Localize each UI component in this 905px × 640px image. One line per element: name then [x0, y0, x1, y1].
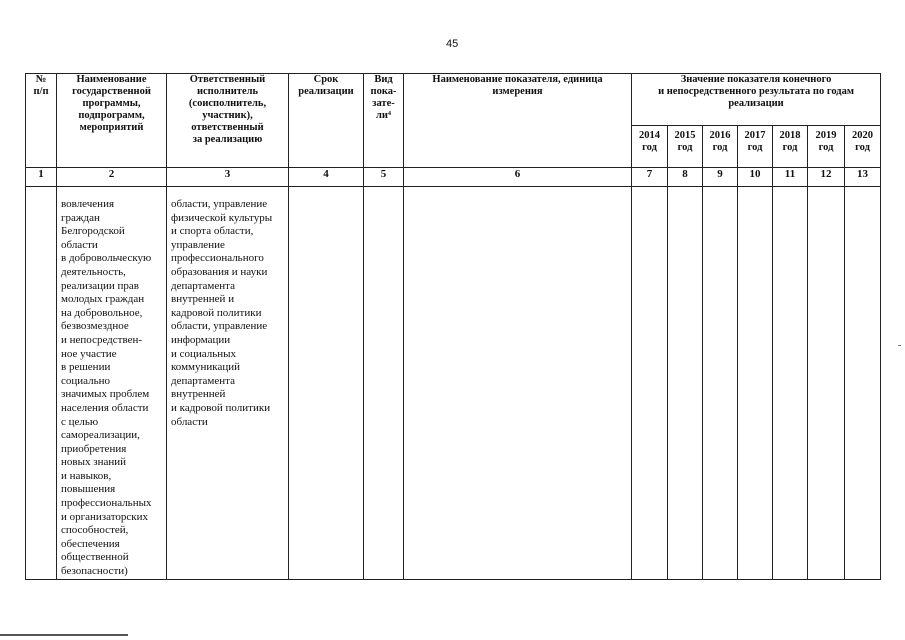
header-term: Срок реализации — [289, 74, 364, 168]
column-number: 7 — [632, 168, 668, 187]
header-indicator-type: Вид пока- зате- ли⁴ — [364, 74, 404, 168]
column-number: 11 — [773, 168, 808, 187]
header-year-2018: 2018 год — [773, 126, 808, 168]
column-number: 12 — [808, 168, 845, 187]
table-row — [26, 187, 881, 580]
column-number: 13 — [845, 168, 881, 187]
column-number: 6 — [404, 168, 632, 187]
column-number: 4 — [289, 168, 364, 187]
header-program-name: Наименование государственной программы, подпрограмм, мероприятий — [57, 74, 167, 168]
cell-number — [26, 187, 57, 580]
column-number: 3 — [167, 168, 289, 187]
cell-value-2016 — [703, 187, 738, 580]
cell-program-name: вовлечения граждан Белгородской области в добровольческую деятельность, реализации прав молодых граждан на добровольное, безвозмездное и непосредствен- ное участие в решении социально значимых проблем населения области с целью самореализации, приобретения новых знаний и навыков, повышения профессиональных и организаторских способностей, обеспечения общественной безопасности) — [57, 187, 167, 580]
scan-artifact-mark — [898, 345, 901, 346]
program-table — [25, 73, 881, 580]
scan-artifact-line — [0, 634, 128, 636]
column-number: 5 — [364, 168, 404, 187]
page-number: 45 — [446, 38, 459, 50]
column-number: 2 — [57, 168, 167, 187]
column-number: 1 — [26, 168, 57, 187]
header-responsible: Ответственный исполнитель (соисполнитель, участник), ответственный за реализацию — [167, 74, 289, 168]
cell-term — [289, 187, 364, 580]
column-number: 9 — [703, 168, 738, 187]
header-indicator-name: Наименование показателя, единица измерения — [404, 74, 632, 168]
column-number: 8 — [668, 168, 703, 187]
header-year-2014: 2014 год — [632, 126, 668, 168]
cell-value-2015 — [668, 187, 703, 580]
header-year-2016: 2016 год — [703, 126, 738, 168]
column-number: 10 — [738, 168, 773, 187]
header-year-2017: 2017 год — [738, 126, 773, 168]
cell-value-2014 — [632, 187, 668, 580]
cell-indicator-name — [404, 187, 632, 580]
cell-value-2020 — [845, 187, 881, 580]
header-number: № п/п — [26, 74, 57, 168]
cell-value-2019 — [808, 187, 845, 580]
cell-value-2017 — [738, 187, 773, 580]
header-year-2019: 2019 год — [808, 126, 845, 168]
header-year-2020: 2020 год — [845, 126, 881, 168]
header-year-2015: 2015 год — [668, 126, 703, 168]
column-number-row — [26, 168, 881, 187]
header-indicator-values: Значение показателя конечного и непосредственного результата по годам реализации — [632, 74, 881, 126]
cell-value-2018 — [773, 187, 808, 580]
cell-responsible: области, управление физической культуры и спорта области, управление профессионального образования и науки департамента внутренней и кадровой политики области, управление информации и социальных коммуникаций департамента внутренней и кадровой политики области — [167, 187, 289, 580]
cell-indicator-type — [364, 187, 404, 580]
